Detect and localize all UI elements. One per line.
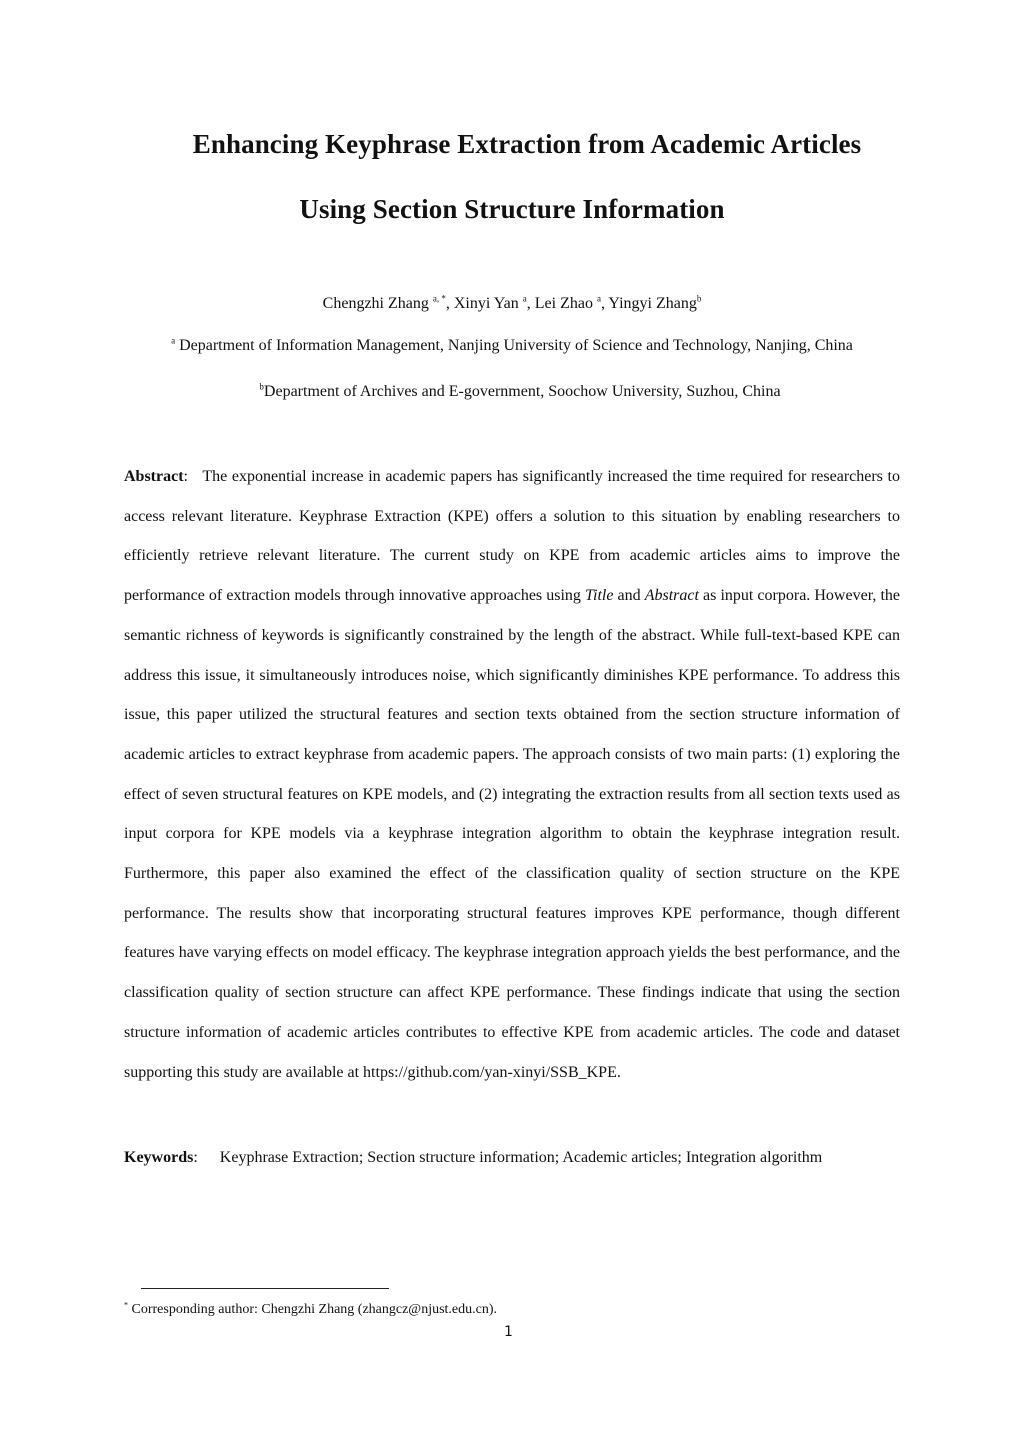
author-separator: , bbox=[600, 295, 609, 312]
abstract-text: and bbox=[613, 587, 645, 605]
affiliation-text: Department of Archives and E-government, Soochow University, Suzhou, China bbox=[263, 383, 781, 400]
abstract-italic-term: Title bbox=[585, 587, 614, 605]
author-affiliation-mark: b bbox=[696, 293, 702, 304]
author-affiliation-mark: a bbox=[522, 293, 527, 304]
keywords-line bbox=[124, 1146, 924, 1170]
author-affiliation-mark: a, * bbox=[432, 293, 446, 304]
affiliation-b bbox=[8, 380, 1024, 404]
author-name: Xinyi Yan bbox=[453, 295, 519, 312]
footnote-divider bbox=[141, 1288, 389, 1289]
abstract-paragraph bbox=[124, 457, 900, 1092]
keywords-label: Keywords bbox=[124, 1149, 194, 1166]
footnote-text: Corresponding author: Chengzhi Zhang (zhangcz@njust.edu.cn). bbox=[131, 1302, 498, 1317]
keywords-text: Keyphrase Extraction; Section structure information; Academic articles; Integration algorithm bbox=[219, 1149, 823, 1166]
abstract-label: Abstract bbox=[124, 468, 184, 485]
abstract-text: as input corpora. However, the semantic richness of keywords is significantly constrained by the length of the abstract. While full-text-based KPE can address this issue, it simultaneously introduces noise, which significantly diminishes KPE performance. To address this issue, this paper utilized the structural features and section texts obtained from the section structure information of academic articles to extract keyphrase from academic papers. The approach consists of two main parts: (1) exploring the effect of seven structural features on KPE models, and (2) integrating the extraction results from all section texts used as input corpora for KPE models via a keyphrase integration algorithm to obtain the keyphrase integration result. Furthermore, this paper also examined the effect of the classification quality of section structure on the KPE performance. The results show that incorporating structural features improves KPE performance, though different features have varying effects on model efficacy. The keyphrase integration approach yields the best performance, and the classification quality of section structure can affect KPE performance. These findings indicate that using the section structure information of academic articles contributes to effective KPE from academic articles. The code and dataset supporting this study are available at https://github.com/yan-xinyi/SSB_KPE. bbox=[124, 587, 901, 1081]
author-name: Yingyi Zhang bbox=[608, 295, 697, 312]
abstract-text: The exponential increase in academic papers has significantly increased the time required for researchers to access relevant literature. Keyphrase Extraction (KPE) offers a solution to this situation by enabling researchers to efficiently retrieve relevant literature. The current study on KPE from academic articles aims to improve the performance of extraction models through innovative approaches using bbox=[124, 468, 900, 605]
paper-title-line-1: Enhancing Keyphrase Extraction from Academic Articles bbox=[192, 129, 862, 159]
footnote-mark: * bbox=[124, 1300, 128, 1310]
affiliation-mark: a bbox=[171, 335, 176, 346]
page-number: 1 bbox=[504, 1324, 513, 1340]
paper-title-line-2: Using Section Structure Information bbox=[299, 194, 725, 224]
affiliation-mark: b bbox=[259, 381, 264, 392]
abstract-italic-term: Abstract bbox=[644, 587, 699, 605]
author-affiliation-mark: a bbox=[596, 293, 601, 304]
author-list bbox=[0, 292, 1024, 316]
author-name: Lei Zhao bbox=[534, 295, 593, 312]
keywords-colon: : bbox=[193, 1149, 198, 1166]
abstract-colon: : bbox=[183, 468, 188, 485]
author-name: Chengzhi Zhang bbox=[322, 295, 429, 312]
author-separator: , bbox=[526, 295, 535, 312]
author-separator: , bbox=[445, 295, 454, 312]
affiliation-text: Department of Information Management, Nanjing University of Science and Technology, Nanjing, China bbox=[179, 337, 853, 354]
affiliation-a bbox=[0, 334, 1024, 358]
footnote bbox=[124, 1300, 497, 1320]
